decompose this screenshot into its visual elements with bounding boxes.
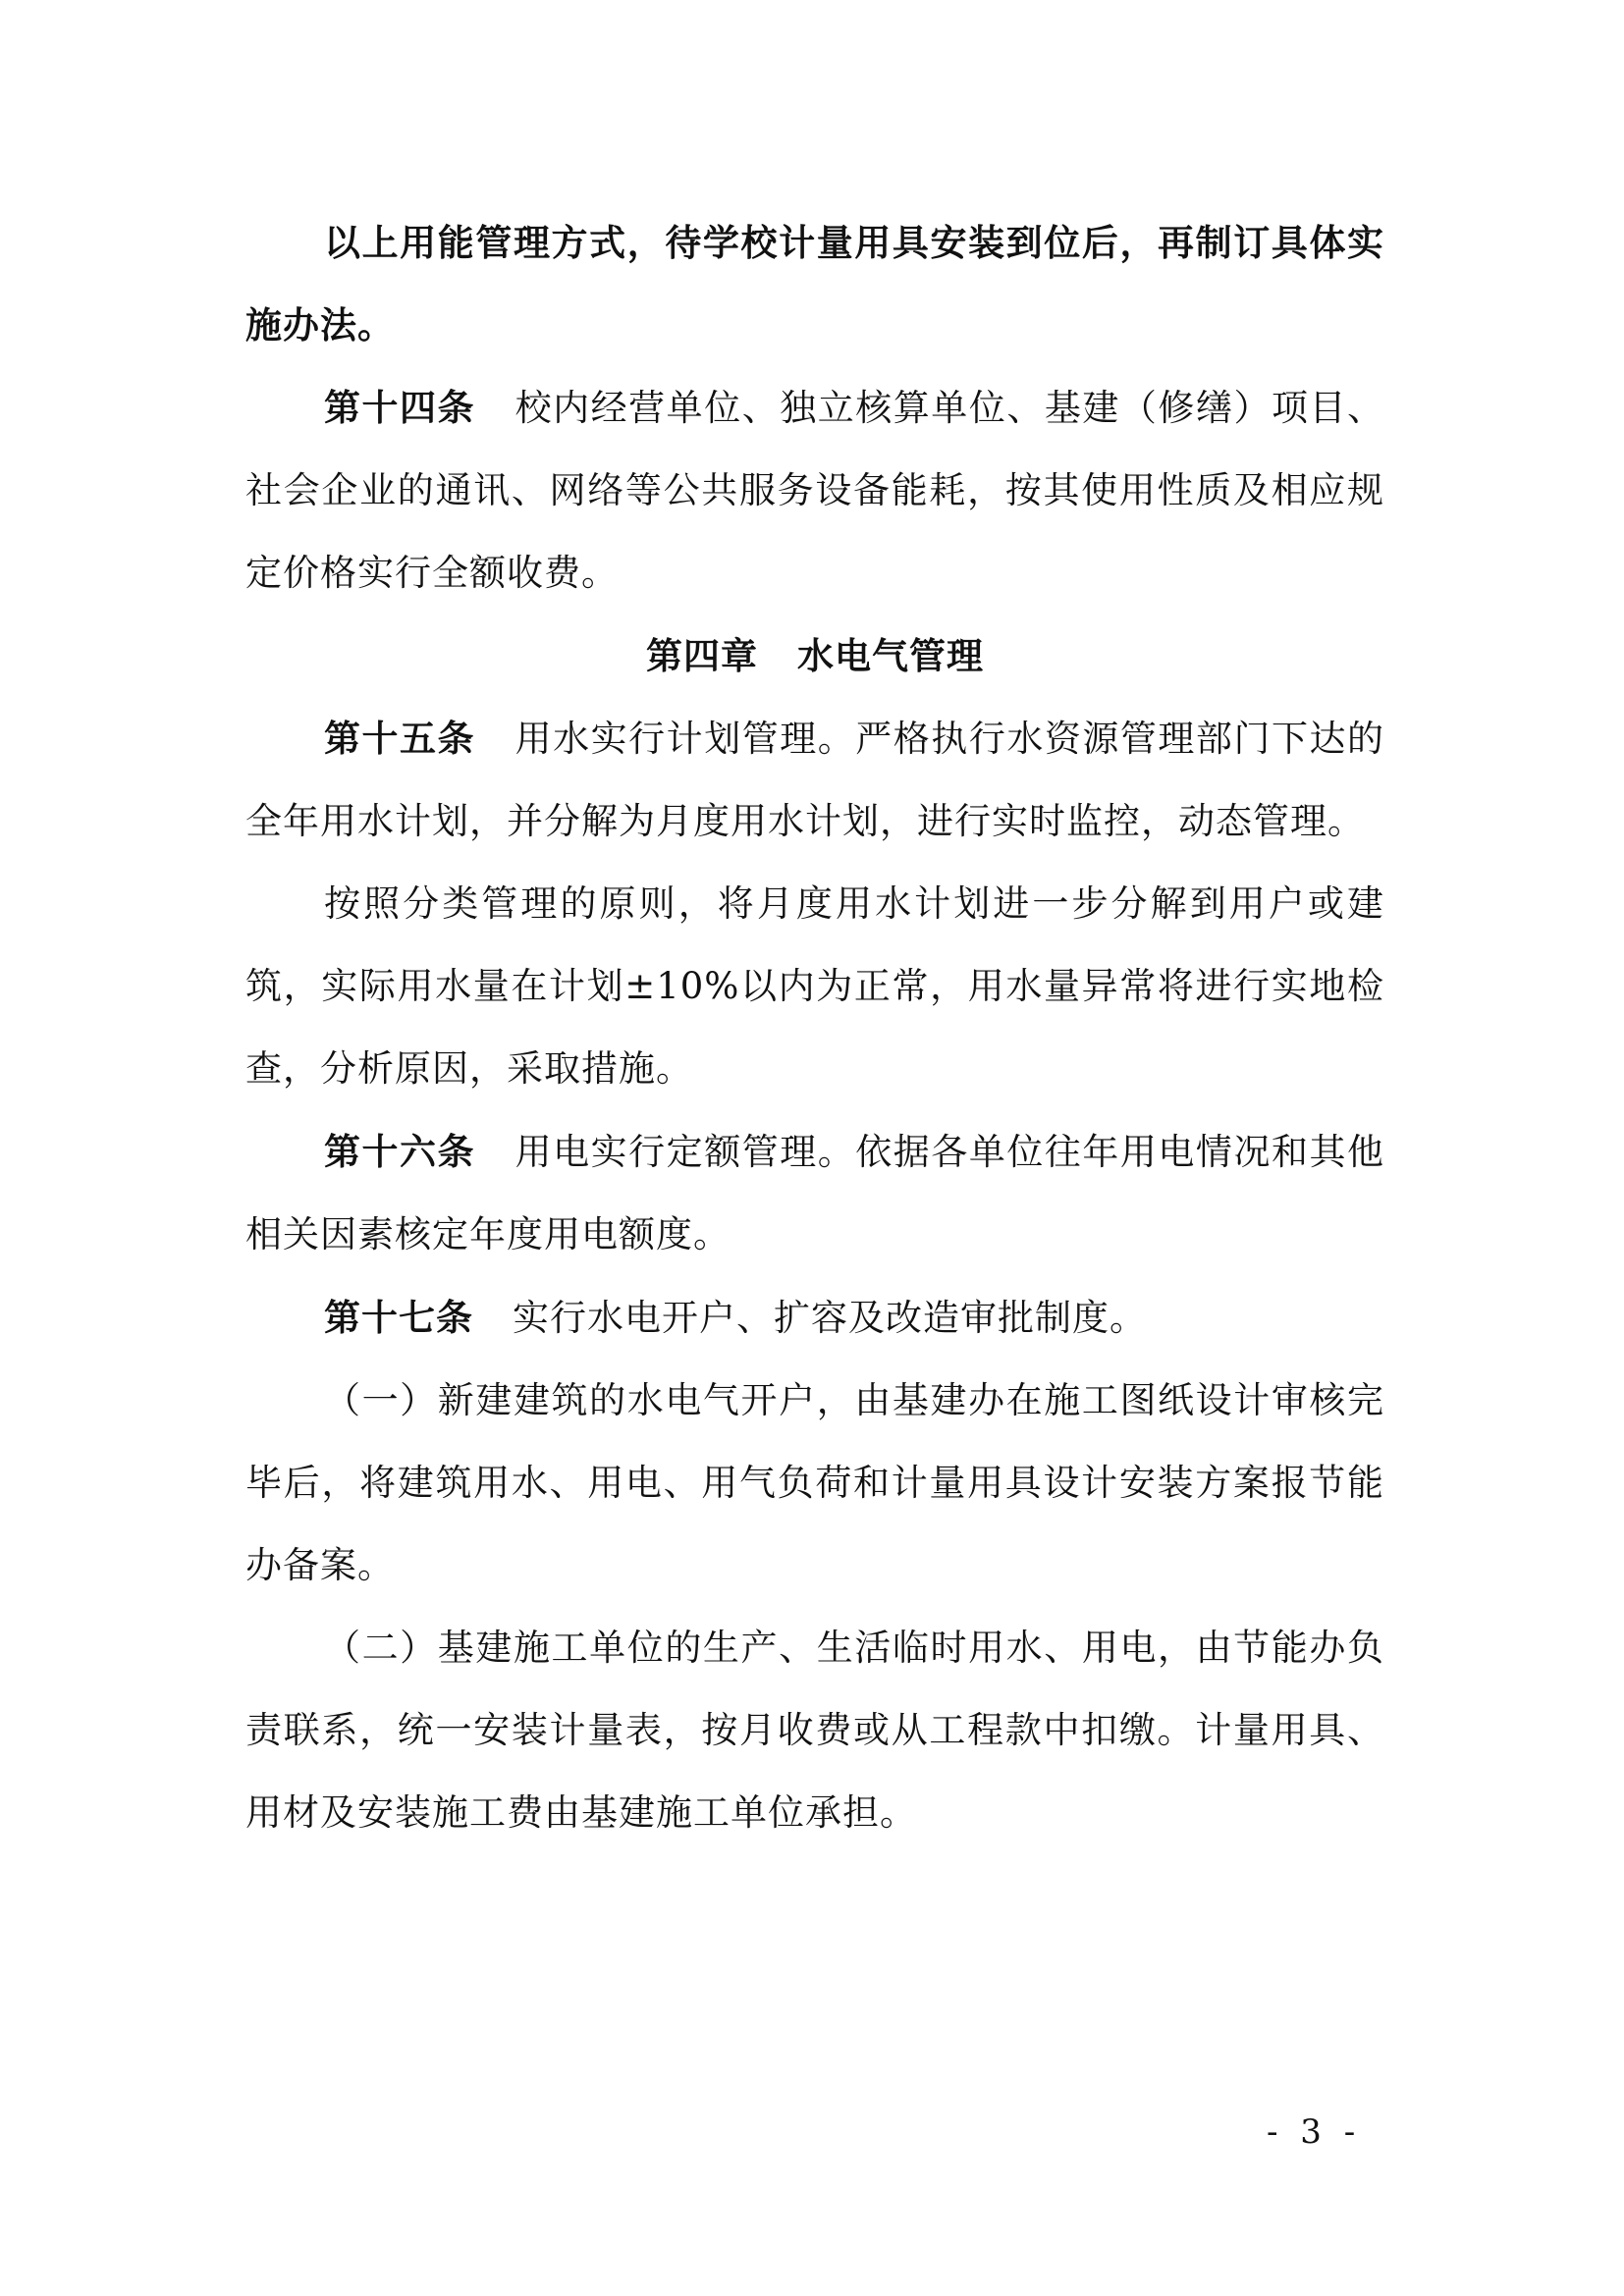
article-label: 第十七条 [324,1296,473,1339]
article-label: 第十五条 [324,717,476,760]
paragraph-water-classification: 按照分类管理的原则，将月度用水计划进一步分解到用户或建筑，实际用水量在计划±10%以内为正常，用水量异常将进行实地检查，分析原因，采取措施。 [245,882,1384,1090]
article-text: 校内经营单位、独立核算单位、基建（修缮）项目、社会企业的通讯、网络等公共服务设备能耗，按其使用性质及相应规定价格实行全额收费。 [245,387,1385,594]
chapter-heading [245,614,1384,697]
article-text: 用电实行定额管理。依据各单位往年用电情况和其他相关因素核定年度用电额度。 [245,1131,1385,1255]
paragraph-implementation-note: 以上用能管理方式，待学校计量用具安装到位后，再制订具体实施办法。 [245,221,1384,347]
article-text: 实行水电开户、扩容及改造审批制度。 [513,1297,1147,1339]
article-label: 第十四条 [324,386,476,429]
clause-two: （二）基建施工单位的生产、生活临时用水、用电，由节能办负责联系，统一安装计量表，按月收费或从工程款中扣缴。计量用具、用材及安装施工费由基建施工单位承担。 [245,1627,1384,1834]
page-number: - 3 - [1267,2112,1362,2152]
chapter-title: 水电气管理 [797,634,984,677]
chapter-number: 第四章 [646,634,758,677]
article-14 [245,366,1384,614]
clause-one: （一）新建建筑的水电气开户，由基建办在施工图纸设计审核完毕后，将建筑用水、用电、用气负荷和计量用具设计安装方案报节能办备案。 [245,1379,1384,1586]
article-text: 用水实行计划管理。严格执行水资源管理部门下达的全年用水计划，并分解为月度用水计划，进行实时监控，动态管理。 [245,718,1385,842]
article-17 [245,1276,1384,1360]
article-16 [245,1110,1384,1276]
article-15 [245,697,1384,863]
article-label: 第十六条 [324,1130,476,1173]
document-body [245,201,1384,1854]
